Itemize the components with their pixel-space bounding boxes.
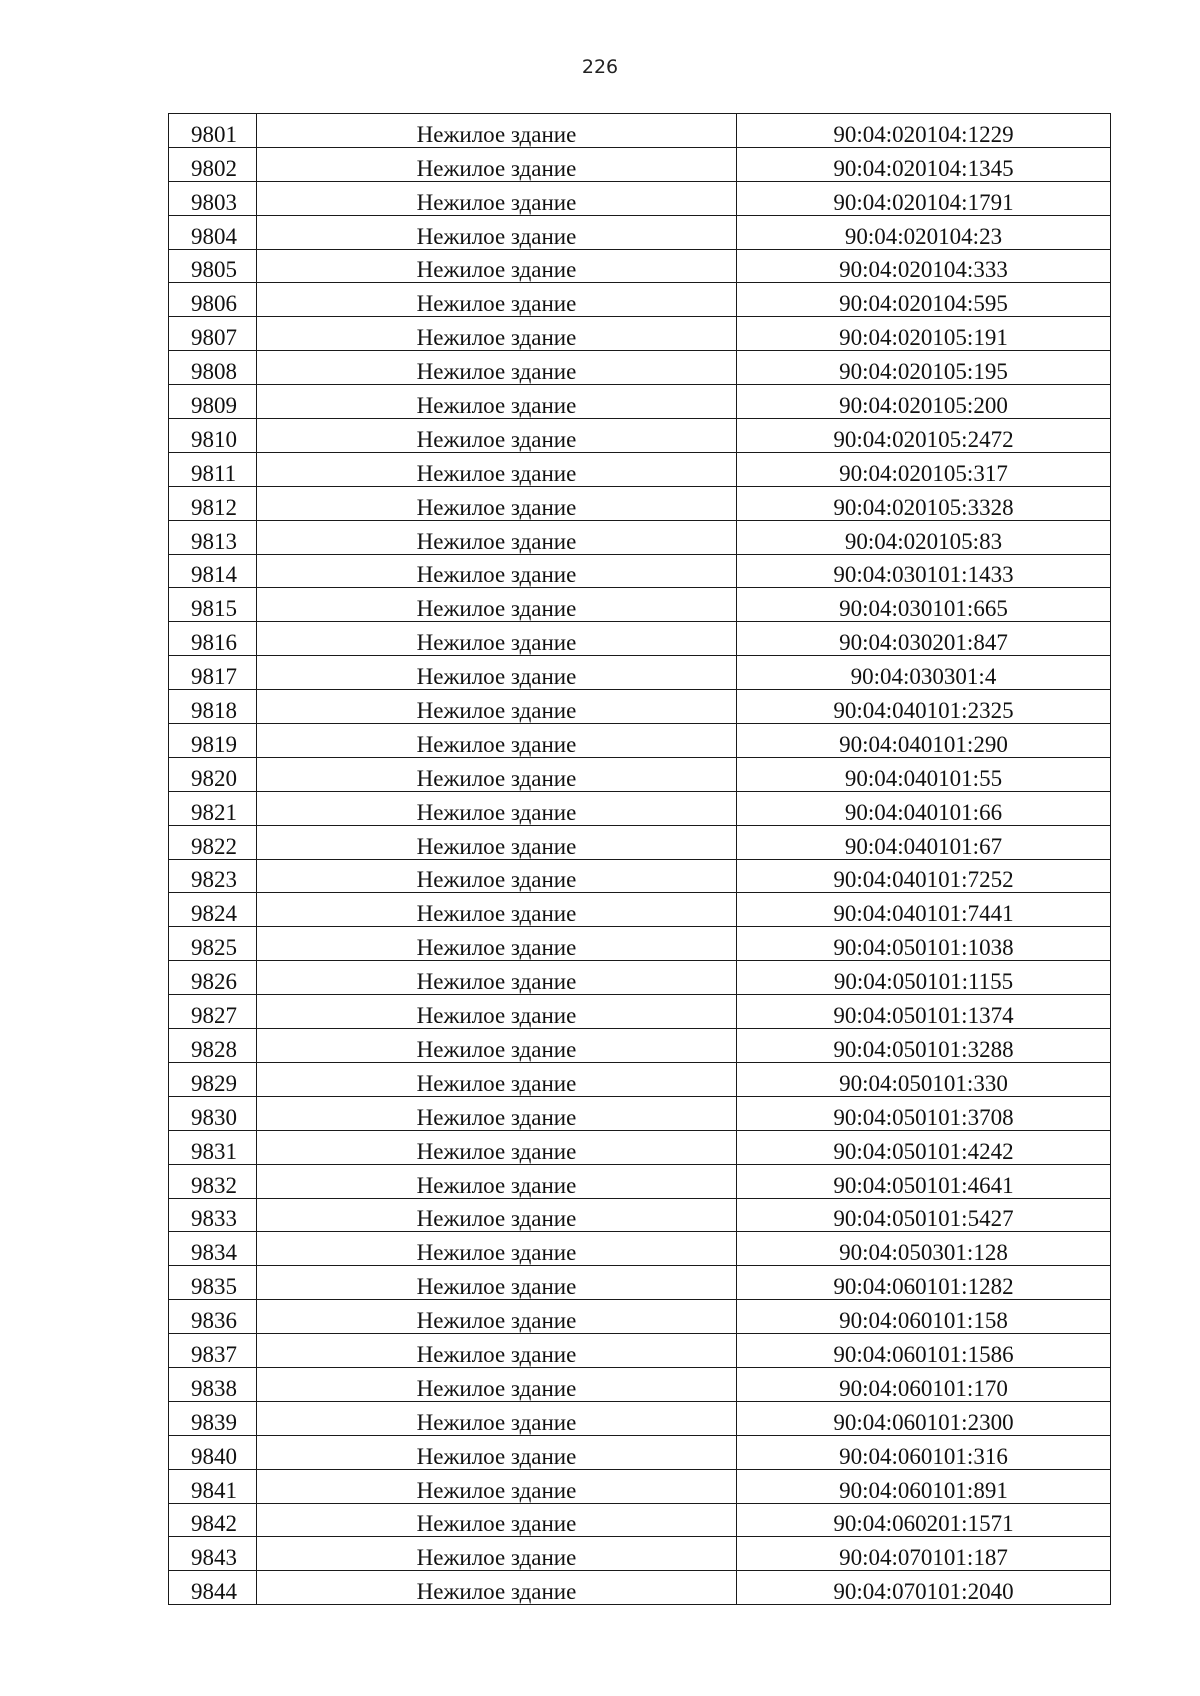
object-name-cell: Нежилое здание (257, 825, 737, 859)
object-name-cell: Нежилое здание (257, 893, 737, 927)
object-name-cell: Нежилое здание (257, 757, 737, 791)
cadastral-number-cell: 90:04:050101:1374 (737, 995, 1111, 1029)
row-number-cell: 9814 (169, 554, 257, 588)
row-number-cell: 9815 (169, 588, 257, 622)
table-row (169, 1367, 1111, 1401)
object-name-cell: Нежилое здание (257, 1062, 737, 1096)
cadastral-number-cell: 90:04:050101:4242 (737, 1130, 1111, 1164)
table-row (169, 249, 1111, 283)
table-row (169, 215, 1111, 249)
object-name-cell: Нежилое здание (257, 1266, 737, 1300)
row-number-cell: 9840 (169, 1435, 257, 1469)
object-name-cell: Нежилое здание (257, 147, 737, 181)
row-number-cell: 9831 (169, 1130, 257, 1164)
cadastral-number-cell: 90:04:030101:1433 (737, 554, 1111, 588)
row-number-cell: 9836 (169, 1300, 257, 1334)
cadastral-number-cell: 90:04:060101:170 (737, 1367, 1111, 1401)
table-row (169, 385, 1111, 419)
cadastral-number-cell: 90:04:020105:317 (737, 452, 1111, 486)
cadastral-number-cell: 90:04:040101:67 (737, 825, 1111, 859)
row-number-cell: 9810 (169, 419, 257, 453)
table-row (169, 825, 1111, 859)
row-number-cell: 9813 (169, 520, 257, 554)
table-row (169, 181, 1111, 215)
row-number-cell: 9817 (169, 656, 257, 690)
row-number-cell: 9809 (169, 385, 257, 419)
table-row (169, 147, 1111, 181)
table-row (169, 588, 1111, 622)
row-number-cell: 9839 (169, 1401, 257, 1435)
cadastral-number-cell: 90:04:020104:333 (737, 249, 1111, 283)
row-number-cell: 9834 (169, 1232, 257, 1266)
table-row (169, 1130, 1111, 1164)
table-row (169, 1503, 1111, 1537)
table-row (169, 1334, 1111, 1368)
table-row (169, 1164, 1111, 1198)
cadastral-number-cell: 90:04:060101:158 (737, 1300, 1111, 1334)
row-number-cell: 9816 (169, 622, 257, 656)
cadastral-number-cell: 90:04:040101:66 (737, 791, 1111, 825)
cadastral-number-cell: 90:04:050101:3288 (737, 1029, 1111, 1063)
object-name-cell: Нежилое здание (257, 351, 737, 385)
object-name-cell: Нежилое здание (257, 961, 737, 995)
row-number-cell: 9835 (169, 1266, 257, 1300)
table-row (169, 690, 1111, 724)
row-number-cell: 9828 (169, 1029, 257, 1063)
table-row (169, 1198, 1111, 1232)
object-name-cell: Нежилое здание (257, 791, 737, 825)
object-name-cell: Нежилое здание (257, 1401, 737, 1435)
object-name-cell: Нежилое здание (257, 1503, 737, 1537)
table-row (169, 1435, 1111, 1469)
row-number-cell: 9838 (169, 1367, 257, 1401)
table-row (169, 757, 1111, 791)
cadastral-number-cell: 90:04:070101:2040 (737, 1571, 1111, 1605)
object-name-cell: Нежилое здание (257, 656, 737, 690)
object-name-cell: Нежилое здание (257, 859, 737, 893)
cadastral-number-cell: 90:04:030101:665 (737, 588, 1111, 622)
row-number-cell: 9842 (169, 1503, 257, 1537)
row-number-cell: 9844 (169, 1571, 257, 1605)
table-row (169, 859, 1111, 893)
object-name-cell: Нежилое здание (257, 1130, 737, 1164)
object-name-cell: Нежилое здание (257, 181, 737, 215)
cadastral-number-cell: 90:04:020104:23 (737, 215, 1111, 249)
table-row (169, 1401, 1111, 1435)
table-row (169, 1571, 1111, 1605)
table-row (169, 1300, 1111, 1334)
row-number-cell: 9822 (169, 825, 257, 859)
table-row (169, 724, 1111, 758)
row-number-cell: 9829 (169, 1062, 257, 1096)
object-name-cell: Нежилое здание (257, 419, 737, 453)
row-number-cell: 9819 (169, 724, 257, 758)
cadastral-number-cell: 90:04:060101:316 (737, 1435, 1111, 1469)
object-name-cell: Нежилое здание (257, 1096, 737, 1130)
object-name-cell: Нежилое здание (257, 215, 737, 249)
object-name-cell: Нежилое здание (257, 452, 737, 486)
row-number-cell: 9802 (169, 147, 257, 181)
row-number-cell: 9812 (169, 486, 257, 520)
row-number-cell: 9804 (169, 215, 257, 249)
row-number-cell: 9837 (169, 1334, 257, 1368)
cadastral-number-cell: 90:04:050101:5427 (737, 1198, 1111, 1232)
row-number-cell: 9841 (169, 1469, 257, 1503)
cadastral-number-cell: 90:04:020104:1229 (737, 114, 1111, 148)
row-number-cell: 9827 (169, 995, 257, 1029)
row-number-cell: 9805 (169, 249, 257, 283)
table-row (169, 1266, 1111, 1300)
cadastral-number-cell: 90:04:020105:83 (737, 520, 1111, 554)
object-name-cell: Нежилое здание (257, 1571, 737, 1605)
cadastral-number-cell: 90:04:020105:195 (737, 351, 1111, 385)
object-name-cell: Нежилое здание (257, 317, 737, 351)
object-name-cell: Нежилое здание (257, 1367, 737, 1401)
table-row (169, 486, 1111, 520)
table-row (169, 452, 1111, 486)
object-name-cell: Нежилое здание (257, 1435, 737, 1469)
row-number-cell: 9832 (169, 1164, 257, 1198)
cadastral-number-cell: 90:04:030201:847 (737, 622, 1111, 656)
row-number-cell: 9803 (169, 181, 257, 215)
cadastral-number-cell: 90:04:060101:891 (737, 1469, 1111, 1503)
table-row (169, 317, 1111, 351)
table-row (169, 1537, 1111, 1571)
cadastral-number-cell: 90:04:050101:1038 (737, 927, 1111, 961)
object-name-cell: Нежилое здание (257, 114, 737, 148)
row-number-cell: 9821 (169, 791, 257, 825)
cadastral-number-cell: 90:04:060101:2300 (737, 1401, 1111, 1435)
object-name-cell: Нежилое здание (257, 927, 737, 961)
object-name-cell: Нежилое здание (257, 1334, 737, 1368)
property-table (168, 113, 1111, 1605)
cadastral-number-cell: 90:04:020105:200 (737, 385, 1111, 419)
page-number: 226 (581, 56, 619, 78)
table-row (169, 961, 1111, 995)
row-number-cell: 9833 (169, 1198, 257, 1232)
cadastral-number-cell: 90:04:050301:128 (737, 1232, 1111, 1266)
cadastral-number-cell: 90:04:040101:2325 (737, 690, 1111, 724)
row-number-cell: 9824 (169, 893, 257, 927)
cadastral-number-cell: 90:04:070101:187 (737, 1537, 1111, 1571)
table-row (169, 622, 1111, 656)
object-name-cell: Нежилое здание (257, 995, 737, 1029)
table-row (169, 520, 1111, 554)
table-row (169, 1062, 1111, 1096)
table-row (169, 351, 1111, 385)
object-name-cell: Нежилое здание (257, 622, 737, 656)
cadastral-number-cell: 90:04:050101:3708 (737, 1096, 1111, 1130)
cadastral-number-cell: 90:04:040101:7441 (737, 893, 1111, 927)
object-name-cell: Нежилое здание (257, 486, 737, 520)
table-row (169, 1096, 1111, 1130)
object-name-cell: Нежилое здание (257, 1537, 737, 1571)
cadastral-number-cell: 90:04:050101:330 (737, 1062, 1111, 1096)
row-number-cell: 9811 (169, 452, 257, 486)
object-name-cell: Нежилое здание (257, 690, 737, 724)
cadastral-number-cell: 90:04:050101:1155 (737, 961, 1111, 995)
cadastral-number-cell: 90:04:020105:2472 (737, 419, 1111, 453)
row-number-cell: 9818 (169, 690, 257, 724)
cadastral-number-cell: 90:04:020105:191 (737, 317, 1111, 351)
cadastral-number-cell: 90:04:040101:7252 (737, 859, 1111, 893)
row-number-cell: 9806 (169, 283, 257, 317)
row-number-cell: 9820 (169, 757, 257, 791)
table-row (169, 283, 1111, 317)
property-table-body (169, 114, 1111, 1605)
cadastral-number-cell: 90:04:060201:1571 (737, 1503, 1111, 1537)
cadastral-number-cell: 90:04:020104:595 (737, 283, 1111, 317)
object-name-cell: Нежилое здание (257, 1164, 737, 1198)
object-name-cell: Нежилое здание (257, 1469, 737, 1503)
row-number-cell: 9826 (169, 961, 257, 995)
object-name-cell: Нежилое здание (257, 588, 737, 622)
cadastral-number-cell: 90:04:050101:4641 (737, 1164, 1111, 1198)
object-name-cell: Нежилое здание (257, 385, 737, 419)
row-number-cell: 9830 (169, 1096, 257, 1130)
row-number-cell: 9807 (169, 317, 257, 351)
cadastral-number-cell: 90:04:040101:290 (737, 724, 1111, 758)
row-number-cell: 9825 (169, 927, 257, 961)
object-name-cell: Нежилое здание (257, 724, 737, 758)
object-name-cell: Нежилое здание (257, 520, 737, 554)
table-row (169, 554, 1111, 588)
object-name-cell: Нежилое здание (257, 249, 737, 283)
table-row (169, 893, 1111, 927)
table-row (169, 1232, 1111, 1266)
table-row (169, 791, 1111, 825)
table-row (169, 995, 1111, 1029)
object-name-cell: Нежилое здание (257, 1029, 737, 1063)
object-name-cell: Нежилое здание (257, 554, 737, 588)
cadastral-number-cell: 90:04:020104:1791 (737, 181, 1111, 215)
table-row (169, 1469, 1111, 1503)
cadastral-number-cell: 90:04:060101:1586 (737, 1334, 1111, 1368)
table-row (169, 114, 1111, 148)
row-number-cell: 9823 (169, 859, 257, 893)
table-row (169, 419, 1111, 453)
cadastral-number-cell: 90:04:040101:55 (737, 757, 1111, 791)
row-number-cell: 9801 (169, 114, 257, 148)
object-name-cell: Нежилое здание (257, 1232, 737, 1266)
cadastral-number-cell: 90:04:030301:4 (737, 656, 1111, 690)
object-name-cell: Нежилое здание (257, 1198, 737, 1232)
table-row (169, 656, 1111, 690)
row-number-cell: 9843 (169, 1537, 257, 1571)
table-row (169, 1029, 1111, 1063)
object-name-cell: Нежилое здание (257, 283, 737, 317)
object-name-cell: Нежилое здание (257, 1300, 737, 1334)
cadastral-number-cell: 90:04:020104:1345 (737, 147, 1111, 181)
table-row (169, 927, 1111, 961)
row-number-cell: 9808 (169, 351, 257, 385)
cadastral-number-cell: 90:04:020105:3328 (737, 486, 1111, 520)
cadastral-number-cell: 90:04:060101:1282 (737, 1266, 1111, 1300)
